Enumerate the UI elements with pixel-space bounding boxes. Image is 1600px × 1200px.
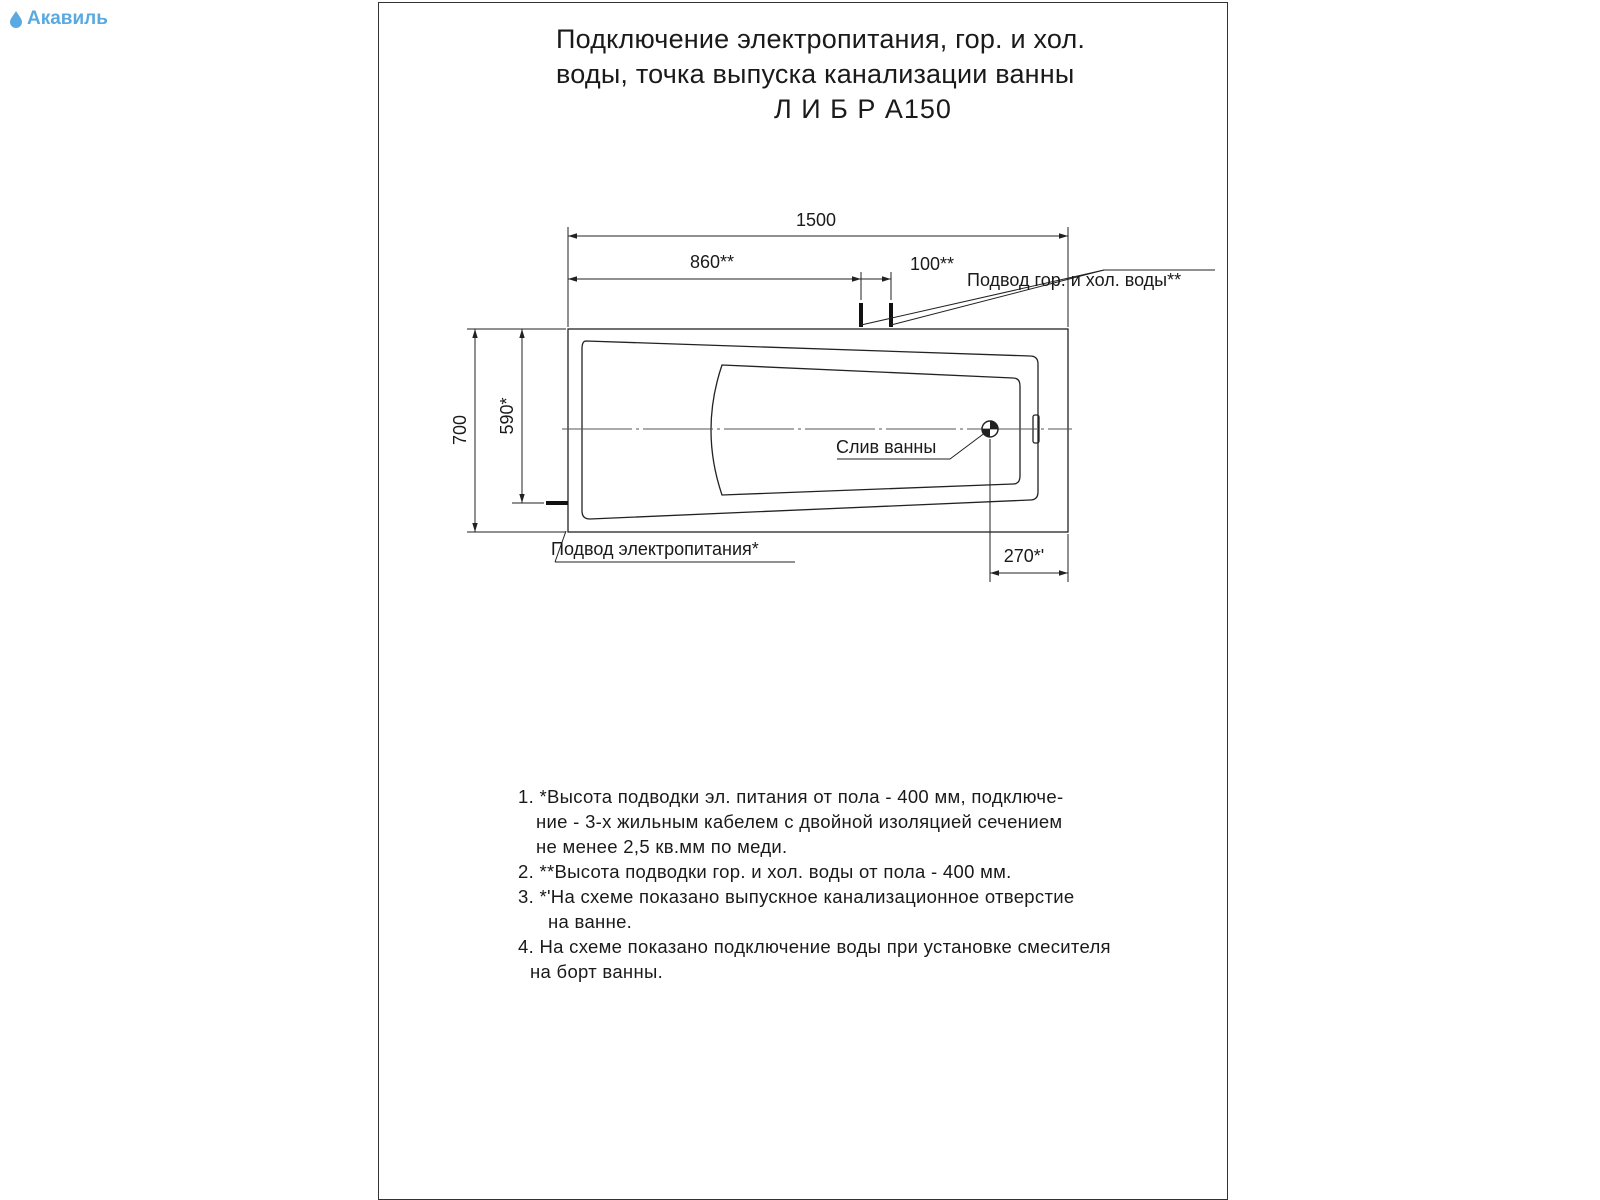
dim-water-spacing-label: 100** <box>909 254 955 274</box>
water-supply-callout: Подвод гор. и хол. воды** <box>967 270 1182 290</box>
dim-to-water-label: 860** <box>689 252 735 272</box>
drain-callout: Слив ванны <box>836 437 937 457</box>
dim-to-power-label: 590* <box>497 397 517 435</box>
title-model: Л И Б Р А150 <box>774 94 952 124</box>
note-line: 2. **Высота подводки гор. и хол. воды от пола - 400 мм. <box>518 861 1012 882</box>
note-line: на ванне. <box>548 911 633 932</box>
title-line-2: воды, точка выпуска канализации ванны <box>556 59 1075 89</box>
bathtub-bottom <box>711 365 1020 495</box>
note-line: 4. На схеме показано подключение воды при установке смесителя <box>518 936 1111 957</box>
brand-name: Акавиль <box>27 8 108 29</box>
dim-length-label: 1500 <box>795 210 837 230</box>
note-line: 1. *Высота подводки эл. питания от пола - 400 мм, подключе- <box>518 786 1064 807</box>
notes-list <box>518 784 1198 984</box>
dim-width-label: 700 <box>450 414 470 446</box>
power-supply-callout: Подвод электропитания* <box>551 539 759 559</box>
note-line: 3. *'На схеме показано выпускное канализационное отверстие <box>518 886 1075 907</box>
note-line: ние - 3-х жильным кабелем с двойной изоляцией сечением <box>536 811 1063 832</box>
note-line: не менее 2,5 кв.мм по меди. <box>536 836 788 857</box>
title-line-1: Подключение электропитания, гор. и хол. <box>556 24 1086 54</box>
note-line: на борт ванны. <box>530 961 664 982</box>
dim-drain-offset-label: 270*' <box>1003 546 1045 566</box>
